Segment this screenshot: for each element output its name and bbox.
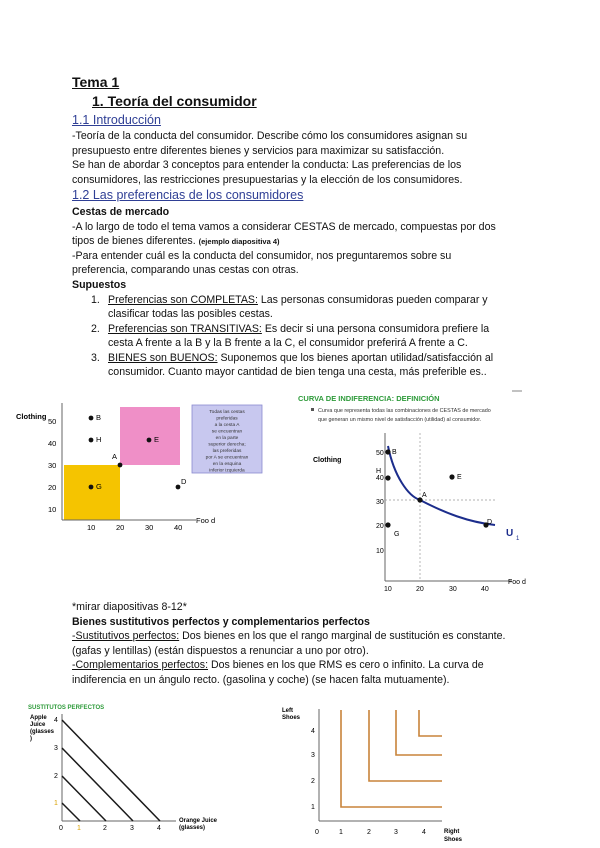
y-axis-label: (glasses [30, 729, 55, 735]
section-heading-preferencias: 1.2 Las preferencias de los consumidores [72, 188, 304, 202]
point-marker [385, 475, 390, 480]
list-item [108, 351, 493, 366]
complementarios-line [72, 658, 484, 673]
substitute-lines [62, 720, 160, 821]
definition-text: Curva que representa todas las combinaciones de CESTAS de mercado [318, 408, 491, 414]
indifference-corner [419, 710, 442, 736]
y-axis-label: Apple [30, 715, 47, 721]
subheading-cestas: Cestas de mercado [72, 206, 170, 218]
list-item-text: consumidor. Cuanto mayor cantidad de bien tenga una cesta, más preferible es.. [108, 366, 487, 378]
point-marker [385, 449, 390, 454]
x-tick: 0 [59, 825, 63, 832]
figure-title: CURVA DE INDIFERENCIA: DEFINICIÓN [298, 394, 440, 403]
y-axis-label: Clothing [16, 412, 47, 421]
y-axis-label: Clothing [313, 457, 342, 464]
x-tick: 3 [394, 829, 398, 836]
point-marker [89, 416, 94, 421]
complementarios-line: indiferencia en un ángulo recto. (gasolina y coche) (se hacen falta mutuamente). [72, 673, 450, 686]
x-axis-label: Foo d [508, 579, 526, 586]
point-marker [118, 463, 123, 468]
cestas-line: -Para entender cuál es la conducta del consumidor, nos preguntaremos sobre su [72, 249, 452, 262]
point-label: H [376, 468, 382, 475]
x-tick: 3 [130, 825, 134, 832]
y-tick: 30 [376, 499, 384, 506]
point-label: G [96, 482, 102, 491]
point-label: E [154, 435, 160, 444]
indifference-line [62, 720, 160, 821]
x-tick: 2 [367, 829, 371, 836]
y-axis-label: Juice [30, 722, 46, 728]
point-label: H [96, 435, 102, 444]
list-item-title: BIENES son BUENOS: [108, 351, 218, 364]
note-line: preferidas [216, 416, 238, 422]
cestas-line: -A lo largo de todo el tema vamos a considerar CESTAS de mercado, compuestas por dos [72, 220, 496, 233]
x-tick: 10 [87, 523, 96, 532]
x-tick: 40 [481, 586, 489, 593]
section-heading-intro: 1.1 Introducción [72, 113, 161, 127]
indifference-line [62, 803, 80, 821]
y-tick: 2 [311, 778, 315, 785]
figure-title: SUSTITUTOS PERFECTOS [28, 705, 105, 711]
point-marker [449, 474, 454, 479]
sustitutivos-line [72, 629, 505, 644]
sustitutivos-line: (gafas y lentillas) (están dispuestos a renunciar a uno por otro). [72, 644, 369, 657]
x-tick: 0 [315, 829, 319, 836]
point-marker [385, 522, 390, 527]
x-axis-label: Shoes [444, 837, 463, 843]
y-axis-label: Left [282, 708, 293, 714]
x-tick: 1 [339, 829, 343, 836]
x-axis-label: Right [444, 829, 460, 835]
list-item-number: 2. [91, 322, 100, 335]
note-line: a la cesta A [214, 423, 240, 428]
list-item-text: clasificar todas las posibles cestas. [108, 308, 273, 320]
list-item-title: Preferencias son TRANSITIVAS: [108, 322, 262, 335]
figure-perfect-complements [280, 700, 480, 848]
point-label: A [112, 452, 118, 461]
x-axis-label: (glasses) [179, 825, 206, 831]
list-item-text: Suponemos que los bienes aportan utilidad/satisfacción al [217, 351, 494, 364]
y-tick: 40 [376, 475, 384, 482]
point-label: D [487, 519, 493, 526]
intro-line: -Teoría de la conducta del consumidor. Describe cómo los consumidores asignan su [72, 130, 468, 142]
note-line: por A se encuentran [205, 455, 249, 461]
figure-perfect-substitutes [0, 700, 225, 840]
complement-curves [341, 710, 442, 807]
indifference-line [62, 776, 106, 821]
indifference-curve [388, 446, 495, 525]
y-tick: 10 [376, 548, 384, 555]
x-tick: 40 [174, 523, 183, 532]
complementarios-text: Dos bienes en los que RMS es cero o infinito. La curva de [208, 659, 484, 671]
indifference-corner [341, 710, 442, 807]
note-line: superior derecha; [208, 442, 246, 448]
sustitutivos-title: -Sustitutivos perfectos: [72, 630, 180, 642]
y-axis-label: Shoes [282, 715, 301, 721]
x-tick: 20 [416, 586, 424, 593]
y-tick: 20 [48, 483, 57, 492]
point-label: E [457, 474, 462, 481]
y-tick: 3 [54, 745, 58, 752]
y-tick: 4 [54, 717, 58, 724]
point-label: A [422, 492, 427, 499]
cestas-line [72, 234, 280, 250]
list-item-number: 3. [91, 351, 100, 364]
tema-title: Tema 1 [72, 74, 120, 90]
y-tick: 40 [48, 439, 57, 448]
note-mirar: *mirar diapositivas 8-12* [72, 601, 187, 613]
point-label: B [96, 413, 102, 422]
x-tick: 10 [384, 586, 392, 593]
main-heading: 1. Teoría del consumidor [92, 93, 257, 109]
curve-label: U [506, 528, 514, 539]
x-axis-label: Foo d [196, 516, 216, 525]
bullet-icon [311, 408, 314, 411]
y-tick: 1 [311, 804, 315, 811]
x-tick: 1 [77, 825, 81, 832]
y-tick: 4 [311, 728, 315, 735]
region-less-preferred [64, 465, 120, 520]
intro-line: Se han de abordar 3 conceptos para entender la conducta: Las preferencias de los [72, 159, 462, 171]
point-label: D [181, 477, 187, 486]
list-item-text: cesta A frente a la B y la B frente a la C, el consumidor preferirá A frente a C. [108, 337, 468, 349]
y-tick: 1 [54, 800, 58, 807]
list-item-title: Preferencias son COMPLETAS: [108, 293, 258, 306]
y-tick: 2 [54, 773, 58, 780]
indifference-line [62, 748, 133, 821]
region-more-preferred [120, 407, 180, 465]
list-item-text: Es decir si una persona consumidora prefiere la [261, 322, 490, 335]
x-axis-label: Orange Juice [179, 818, 218, 824]
list-item-text: Las personas consumidoras pueden comparar y [257, 293, 488, 306]
x-tick: 4 [157, 825, 161, 832]
figure-market-baskets [0, 395, 280, 535]
list-item [108, 322, 489, 337]
curve-label-subscript: 1 [516, 536, 520, 542]
point-marker [147, 438, 152, 443]
sustitutivos-text: Dos bienes en los que el rango marginal de sustitución es constante. [179, 630, 506, 642]
cestas-note: (ejemplo diapositiva 4) [198, 237, 280, 246]
complementarios-title: -Complementarios perfectos: [72, 659, 209, 671]
y-tick: 30 [48, 461, 57, 470]
y-tick: 20 [376, 523, 384, 530]
point-marker [89, 438, 94, 443]
note-line: se encuentran [211, 429, 243, 435]
point-marker [89, 485, 94, 490]
definition-text: que generan un mismo nivel de satisfacción (utilidad) al consumidor. [318, 417, 482, 423]
point-label: G [394, 531, 400, 538]
point-marker [176, 485, 181, 490]
y-tick: 50 [376, 450, 384, 457]
figure-indifference-curve [290, 388, 550, 593]
x-tick: 20 [116, 523, 125, 532]
point-label: B [392, 449, 397, 456]
list-item [108, 293, 488, 308]
note-line: en la parte [215, 436, 239, 441]
cestas-line-text: tipos de bienes diferentes. [72, 235, 196, 247]
note-line: las preferidas [212, 449, 242, 454]
x-tick: 30 [145, 523, 154, 532]
list-item-number: 1. [91, 293, 100, 306]
indifference-corner [369, 710, 442, 781]
x-tick: 30 [449, 586, 457, 593]
y-tick: 50 [48, 417, 57, 426]
subheading-supuestos: Supuestos [72, 278, 127, 291]
y-tick: 10 [48, 505, 57, 514]
cestas-line: preferencia, comparando unas cestas con otras. [72, 264, 299, 276]
y-tick: 3 [311, 752, 315, 759]
note-line: en la esquina [212, 462, 242, 467]
x-tick: 4 [422, 829, 426, 836]
intro-line: presupuesto entre diferentes bienes y servicios para maximizar su satisfacción. [72, 144, 445, 157]
subheading-bienes: Bienes sustitutivos perfectos y complementarios perfectos [72, 615, 370, 628]
note-line: Todas las cestas [209, 410, 245, 415]
x-tick: 2 [103, 825, 107, 832]
y-axis-label: ) [30, 736, 32, 742]
note-line: inferior izquierda [209, 468, 245, 474]
intro-line: consumidores, las restricciones presupuestarias y la elección de los consumidores. [72, 173, 463, 186]
